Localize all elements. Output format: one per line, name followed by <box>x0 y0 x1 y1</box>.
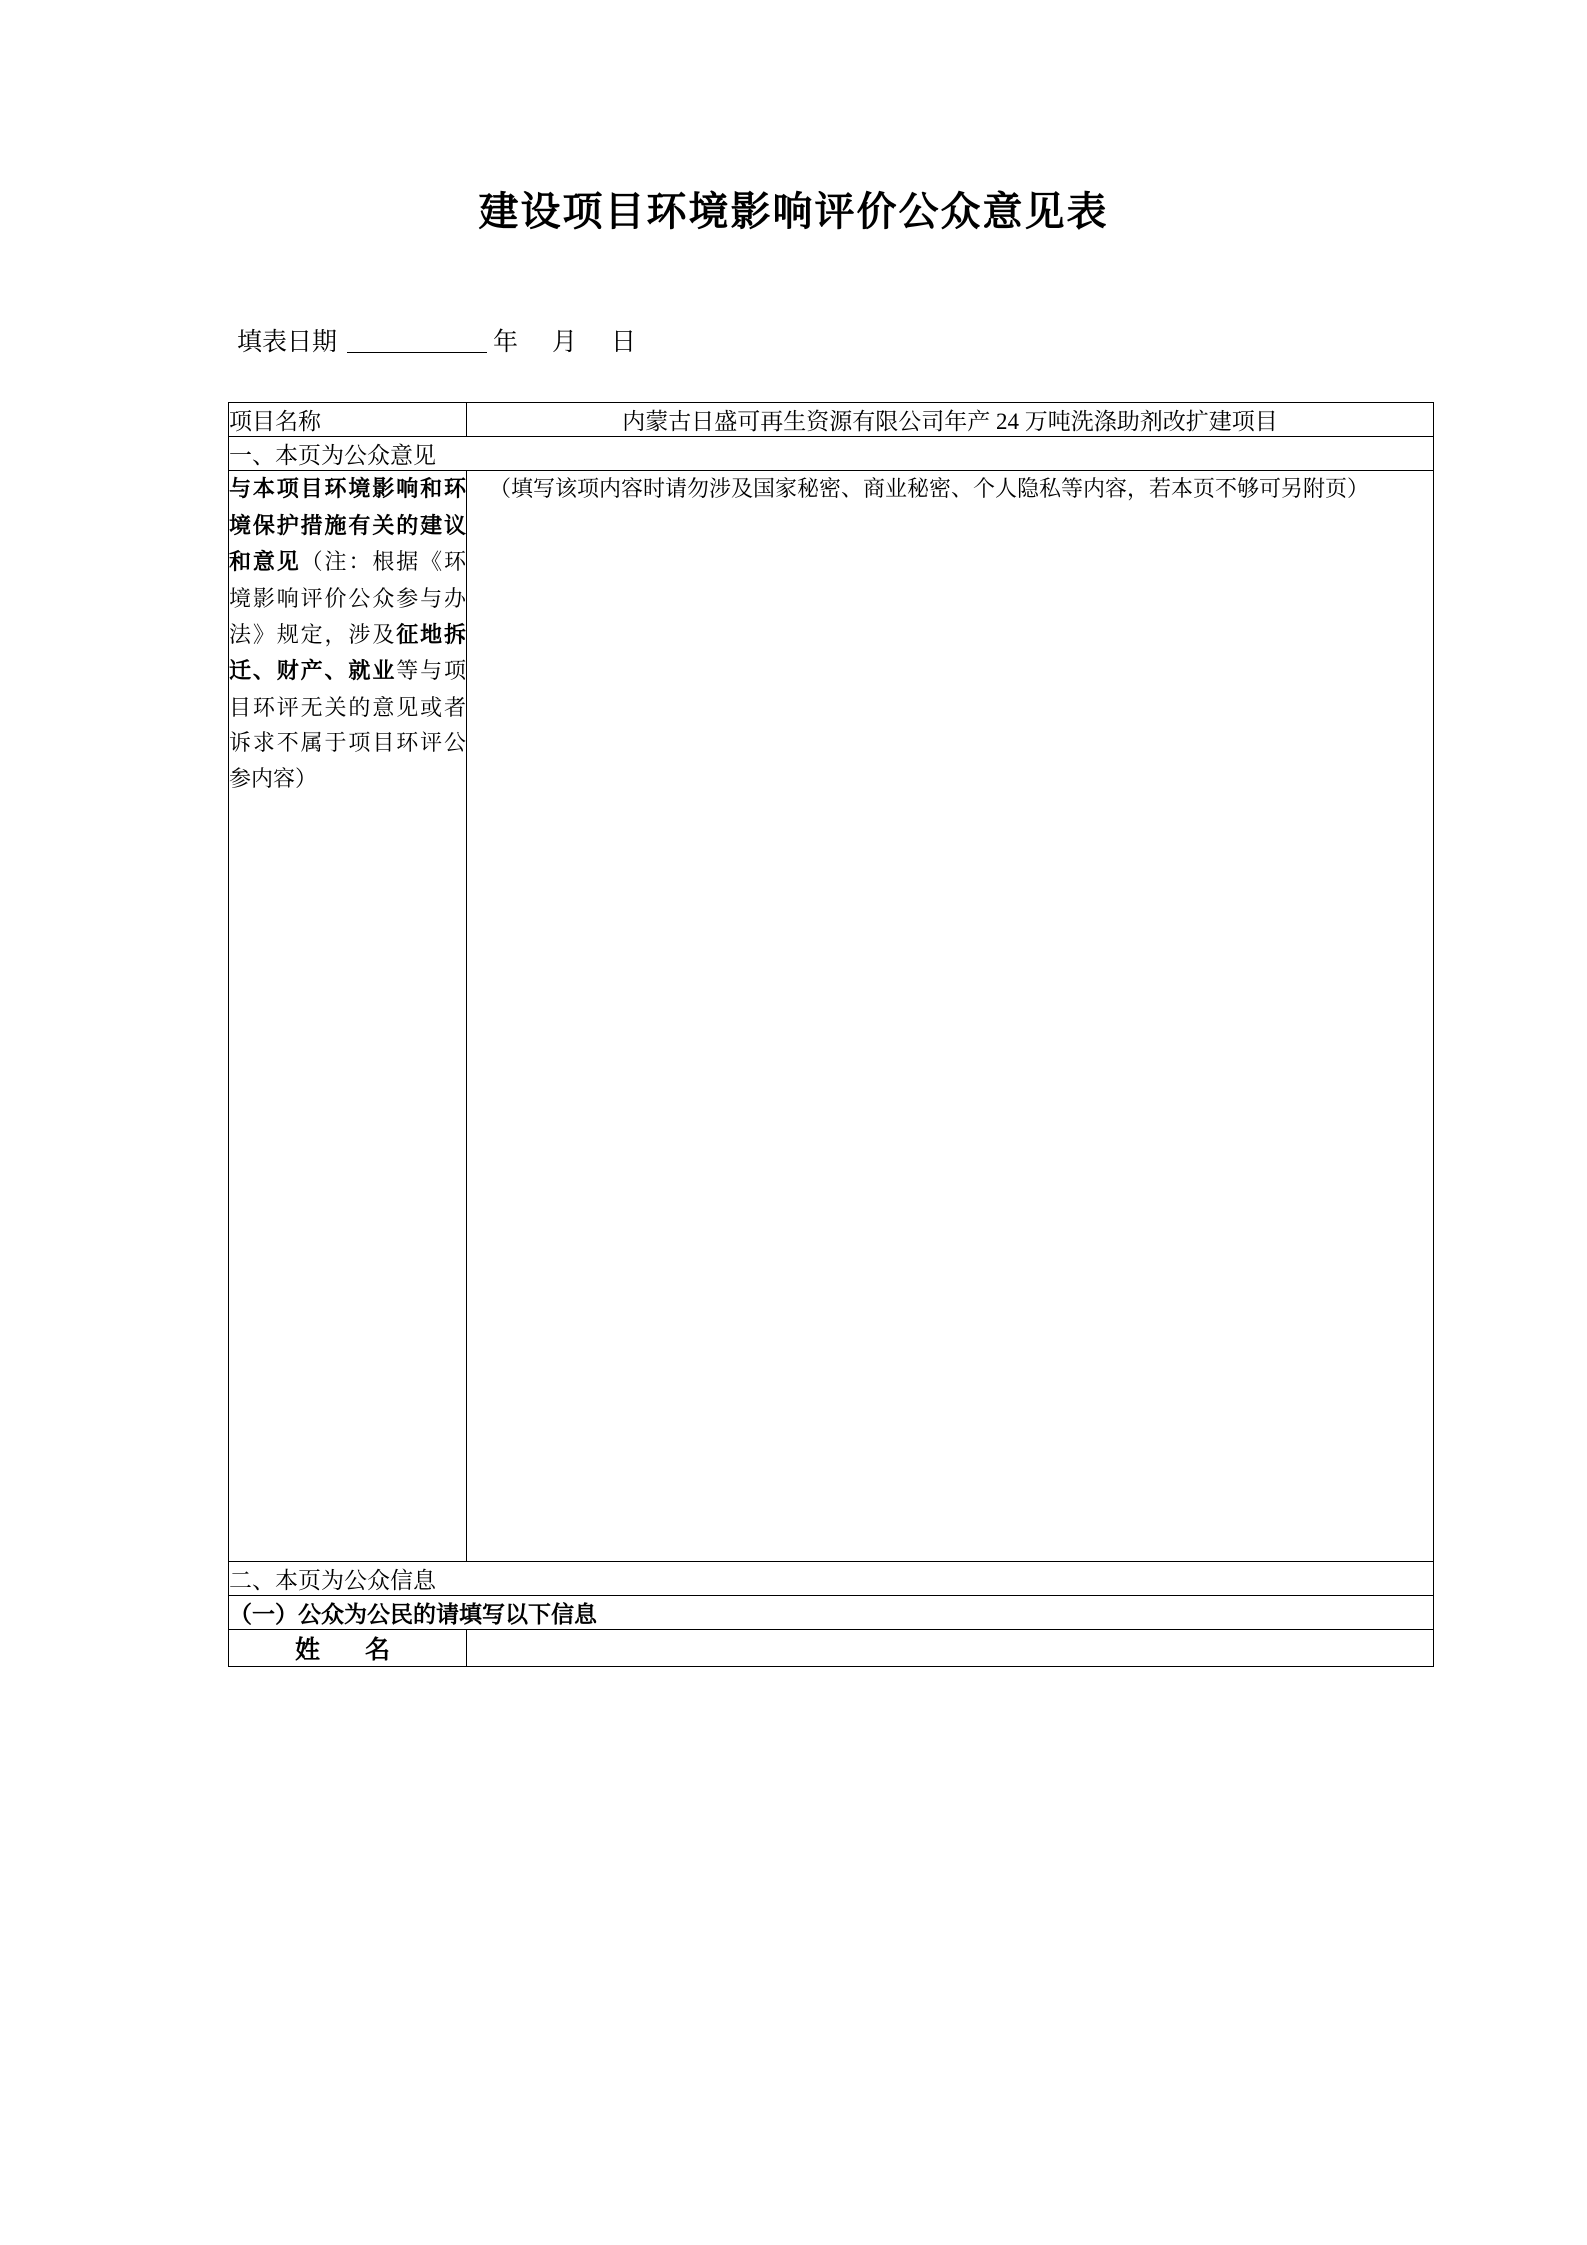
public-opinion-form <box>228 402 1434 1667</box>
fill-date-line <box>0 236 1587 358</box>
project-name-value[interactable]: 内蒙古日盛可再生资源有限公司年产 24 万吨洗涤助剂改扩建项目 <box>467 403 1434 437</box>
year-unit-label: 年 <box>493 327 519 356</box>
opinion-note: （填写该项内容时请勿涉及国家秘密、商业秘密、个人隐私等内容，若本页不够可另附页） <box>489 476 1370 501</box>
section-one-heading: 一、本页为公众意见 <box>229 437 1434 471</box>
year-input-blank[interactable] <box>347 330 487 353</box>
opinion-label-normal-2: 等与项目环评无关的意见或者诉求不属于项目环评公参内容） <box>229 658 466 791</box>
section-two-heading: 二、本页为公众信息 <box>229 1562 1434 1596</box>
table-row-section-two <box>229 1562 1434 1596</box>
opinion-input-area[interactable] <box>467 471 1434 1562</box>
table-row-section-one <box>229 437 1434 471</box>
opinion-field-label <box>229 471 467 1562</box>
table-row-opinion <box>229 471 1434 1562</box>
section-two-subheading: （一）公众为公民的请填写以下信息 <box>229 1596 1434 1630</box>
table-row-project-name <box>229 403 1434 437</box>
opinion-label-normal-1: （注：根据《环境影响评价公众参与办法》规定，涉及 <box>229 549 466 647</box>
page-title: 建设项目环境影响评价公众意见表 <box>478 189 1109 235</box>
opinion-label-bold-1: 与本项目环境影响和环境保护措施有关的建议和意见 <box>229 477 466 576</box>
fill-date-label: 填表日期 <box>237 327 338 356</box>
opinion-label-bold-2: 征地拆迁、财产、就业 <box>229 622 466 685</box>
table-row-section-two-sub <box>229 1596 1434 1630</box>
project-name-label: 项目名称 <box>229 403 467 437</box>
table-row-name <box>229 1630 1434 1667</box>
name-label: 姓 名 <box>229 1630 467 1667</box>
day-unit-label: 日 <box>611 327 637 356</box>
month-unit-label: 月 <box>552 327 578 356</box>
name-input[interactable] <box>467 1630 1434 1667</box>
